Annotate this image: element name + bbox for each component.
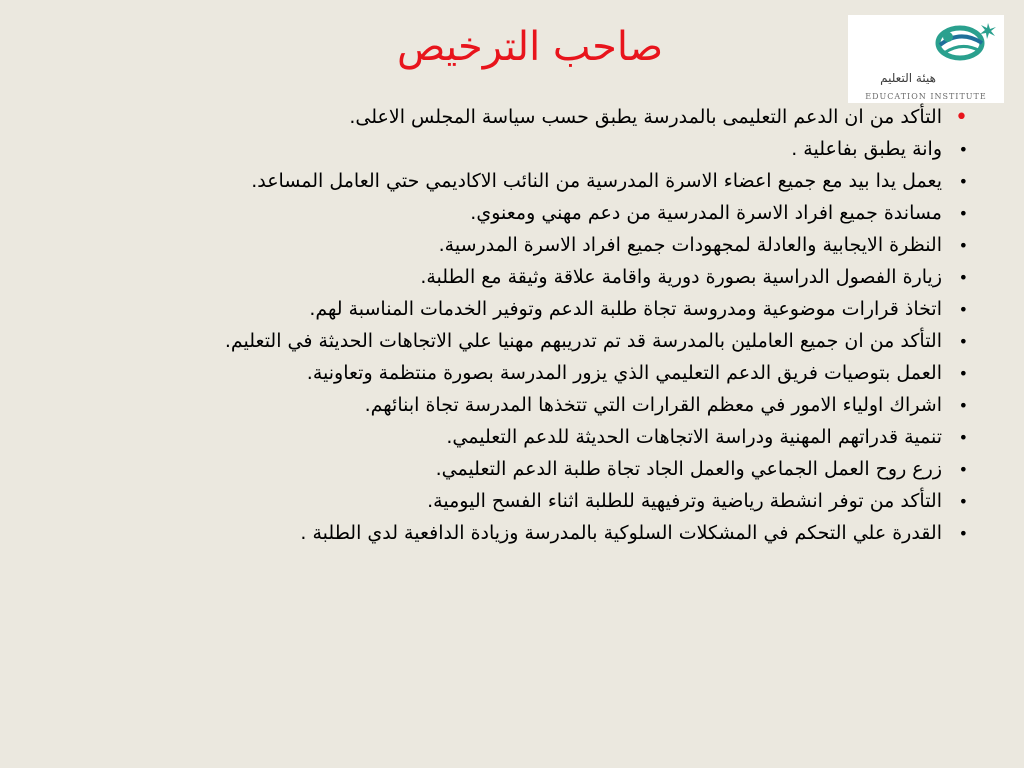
bullet-item xyxy=(38,168,988,195)
logo-arabic-name: هيئة التعليم xyxy=(880,71,936,85)
bullet-text: وانة يطبق بفاعلية . xyxy=(791,138,942,160)
bullet-item xyxy=(38,328,988,355)
bullet-dot-icon: • xyxy=(958,300,968,319)
bullet-text: اشراك اولياء الامور في معظم القرارات التي تتخذها المدرسة تجاة ابنائهم. xyxy=(364,394,942,416)
bullet-text: التأكد من ان جميع العاملين بالمدرسة قد تم تدريبهم مهنيا علي الاتجاهات الحديثة في التعليم. xyxy=(224,330,942,352)
bullet-text: القدرة علي التحكم في المشكلات السلوكية بالمدرسة وزيادة الدافعية لدي الطلبة . xyxy=(300,522,942,544)
bullet-text: تنمية قدراتهم المهنية ودراسة الاتجاهات الحديثة للدعم التعليمي. xyxy=(446,426,942,448)
bullet-dot-icon: • xyxy=(958,236,968,255)
bullet-dot-icon: • xyxy=(958,460,968,479)
bullet-dot-icon: • xyxy=(958,364,968,383)
bullet-text: اتخاذ قرارات موضوعية ومدروسة تجاة طلبة الدعم وتوفير الخدمات المناسبة لهم. xyxy=(309,298,942,320)
bullet-dot-icon: • xyxy=(955,105,968,130)
bullet-dot-icon: • xyxy=(958,396,968,415)
bullet-item xyxy=(38,264,988,291)
bullet-item xyxy=(38,296,988,323)
bullet-dot-icon: • xyxy=(958,332,968,351)
bullet-item xyxy=(38,392,988,419)
slide-title: صاحب الترخيص xyxy=(396,24,664,70)
bullet-dot-icon: • xyxy=(958,524,968,543)
bullet-item xyxy=(38,104,988,131)
education-institute-logo xyxy=(848,15,1004,103)
bullet-dot-icon: • xyxy=(958,204,968,223)
bullet-text: العمل بتوصيات فريق الدعم التعليمي الذي يزور المدرسة بصورة منتظمة وتعاونية. xyxy=(306,362,942,384)
bullet-item xyxy=(38,136,988,163)
bullet-text: التأكد من ان الدعم التعليمى بالمدرسة يطبق حسب سياسة المجلس الاعلى. xyxy=(349,106,942,128)
bullet-text: التأكد من توفر انشطة رياضية وترفيهية للطلبة اثناء الفسح اليومية. xyxy=(427,490,942,512)
bullet-text: زيارة الفصول الدراسية بصورة دورية واقامة علاقة وثيقة مع الطلبة. xyxy=(420,266,942,288)
bullet-text: مساندة جميع افراد الاسرة المدرسية من دعم مهني ومعنوي. xyxy=(470,202,942,224)
bullet-item xyxy=(38,424,988,451)
bullet-item xyxy=(38,456,988,483)
bullet-dot-icon: • xyxy=(958,428,968,447)
bullet-dot-icon: • xyxy=(958,492,968,511)
bullet-item xyxy=(38,488,988,515)
bullet-dot-icon: • xyxy=(958,268,968,287)
bullet-text: يعمل يدا بيد مع جميع اعضاء الاسرة المدرسية من النائب الاكاديمي حتي العامل المساعد. xyxy=(251,170,942,192)
bullet-item xyxy=(38,520,988,547)
bullet-text: زرع روح العمل الجماعي والعمل الجاد تجاة طلبة الدعم التعليمي. xyxy=(435,458,942,480)
bullet-item xyxy=(38,200,988,227)
logo-english-name: EDUCATION INSTITUTE xyxy=(865,92,987,101)
bullet-text: النظرة الايجابية والعادلة لمجهودات جميع افراد الاسرة المدرسية. xyxy=(438,234,942,256)
globe-logo-icon xyxy=(848,15,1004,103)
bullet-dot-icon: • xyxy=(958,172,968,191)
bullet-list xyxy=(38,104,988,552)
bullet-item xyxy=(38,360,988,387)
bullet-dot-icon: • xyxy=(958,140,968,159)
bullet-item xyxy=(38,232,988,259)
